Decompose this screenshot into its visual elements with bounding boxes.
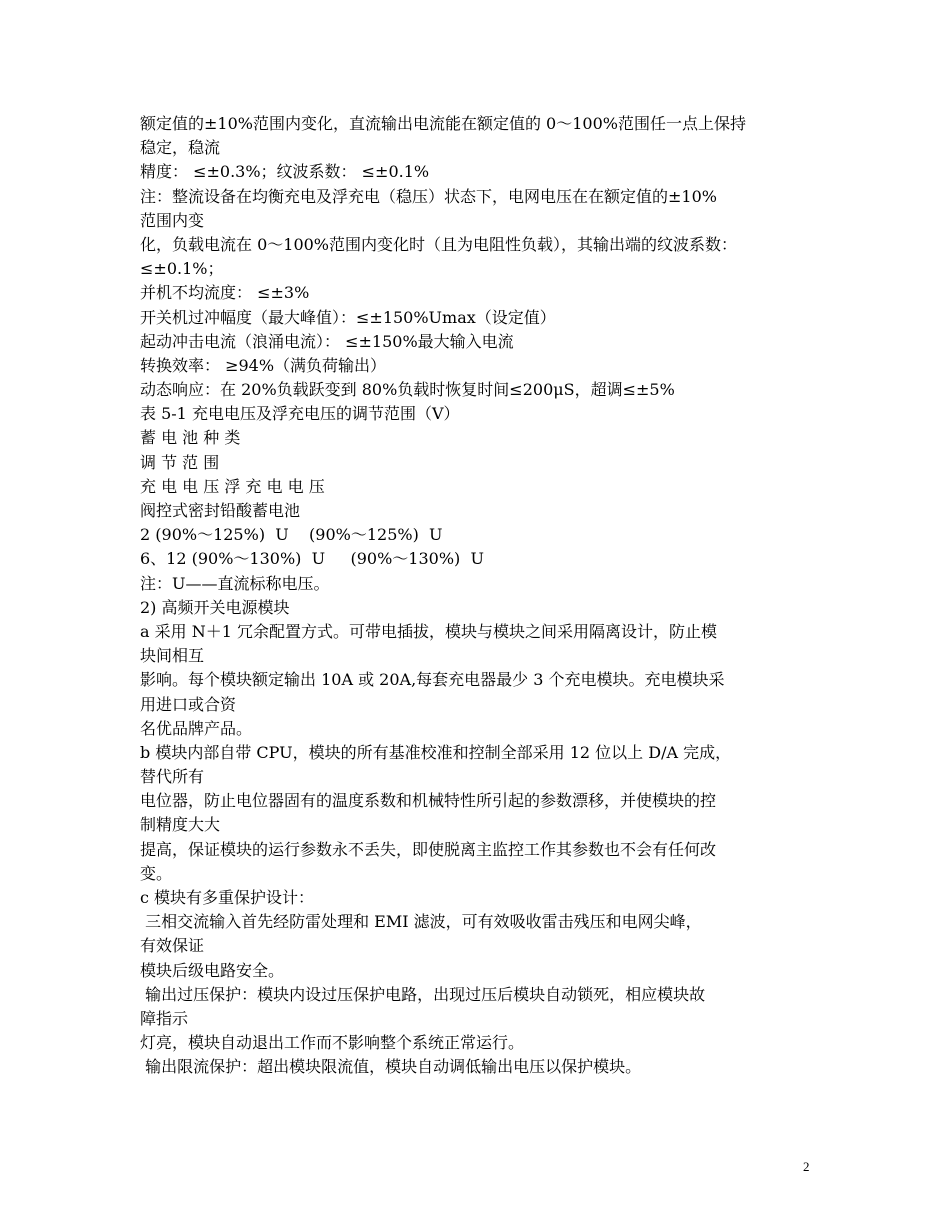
text-line: 变。 — [140, 863, 173, 883]
table-cell: 充 电 电 压 浮 充 电 电 压 — [140, 476, 325, 496]
text-line: 注：U——直流标称电压。 — [140, 573, 330, 593]
text-line: 转换效率： ≥94%（满负荷输出） — [140, 355, 387, 375]
text-line: b 模块内部自带 CPU，模块的所有基准校准和控制全部采用 12 位以上 D/A 完成， — [140, 742, 732, 762]
text-line: ≤±0.1%； — [140, 259, 224, 279]
text-line: 动态响应：在 20%负载跃变到 80%负载时恢复时间≤200μS，超调≤±5% — [140, 380, 675, 400]
text-line: c 模块有多重保护设计： — [140, 888, 315, 907]
bullet-item: 三相交流输入首先经防雷处理和 EMI 滤波，可有效吸收雷击残压和电网尖峰， — [140, 912, 702, 932]
page-number: 2 — [803, 1159, 810, 1174]
text-line: 电位器，防止电位器固有的温度系数和机械特性所引起的参数漂移，并使模块的控 — [140, 791, 717, 811]
section-heading: 2) 高频开关电源模块 — [140, 597, 290, 617]
text-line: 稳定，稳流 — [140, 138, 221, 158]
text-line: a 采用 N＋1 冗余配置方式。可带电插拔，模块与模块之间采用隔离设计，防止模 — [140, 621, 717, 641]
text-line: 用进口或合资 — [140, 694, 237, 714]
text-line: 替代所有 — [140, 767, 205, 787]
text-line: 障指示 — [140, 1008, 189, 1028]
body-text — [140, 112, 820, 1080]
text-line: 块间相互 — [140, 646, 205, 666]
text-line: 范围内变 — [140, 210, 205, 230]
table-cell: 蓄 电 池 种 类 — [140, 428, 241, 448]
table-cell: 2 (90%～125%) U (90%～125%) U — [140, 525, 443, 545]
text-line: 名优品牌产品。 — [140, 718, 253, 738]
text-line: 开关机过冲幅度（最大峰值）：≤±150%Umax（设定值） — [140, 307, 556, 327]
text-line: 模块后级电路安全。 — [140, 960, 285, 980]
text-line: 额定值的±10%范围内变化，直流输出电流能在额定值的 0～100%范围任一点上保持 — [140, 114, 746, 133]
text-line: 制精度大大 — [140, 815, 221, 835]
text-line: 提高，保证模块的运行参数永不丢失，即使脱离主监控工作其参数也不会有任何改 — [140, 839, 717, 859]
text-line: 注：整流设备在均衡充电及浮充电（稳压）状态下，电网电压在在额定值的±10% — [140, 186, 717, 206]
bullet-item: 输出过压保护：模块内设过压保护电路，出现过压后模块自动锁死，相应模块故 — [140, 984, 706, 1004]
table-cell: 阀控式密封铅酸蓄电池 — [140, 501, 301, 520]
text-line: 有效保证 — [140, 936, 205, 956]
text-line: 化，负载电流在 0～100%范围内变化时（且为电阻性负载），其输出端的纹波系数： — [140, 234, 738, 254]
table-cell: 6、12 (90%～130%) U (90%～130%) U — [140, 549, 484, 569]
table-caption: 表 5-1 充电电压及浮充电压的调节范围（V） — [140, 404, 460, 424]
bullet-item: 输出限流保护：超出模块限流值，模块自动调低输出电压以保护模块。 — [140, 1057, 642, 1077]
text-line: 精度： ≤±0.3%；纹波系数： ≤±0.1% — [140, 162, 430, 182]
text-line: 灯亮，模块自动退出工作而不影响整个系统正常运行。 — [140, 1033, 525, 1053]
text-line: 影响。每个模块额定输出 10A 或 20A,每套充电器最少 3 个充电模块。充电模块采 — [140, 670, 725, 690]
table-cell: 调 节 范 围 — [140, 452, 220, 472]
text-line: 并机不均流度： ≤±3% — [140, 283, 310, 303]
text-line: 起动冲击电流（浪涌电流）： ≤±150%最大输入电流 — [140, 331, 514, 351]
